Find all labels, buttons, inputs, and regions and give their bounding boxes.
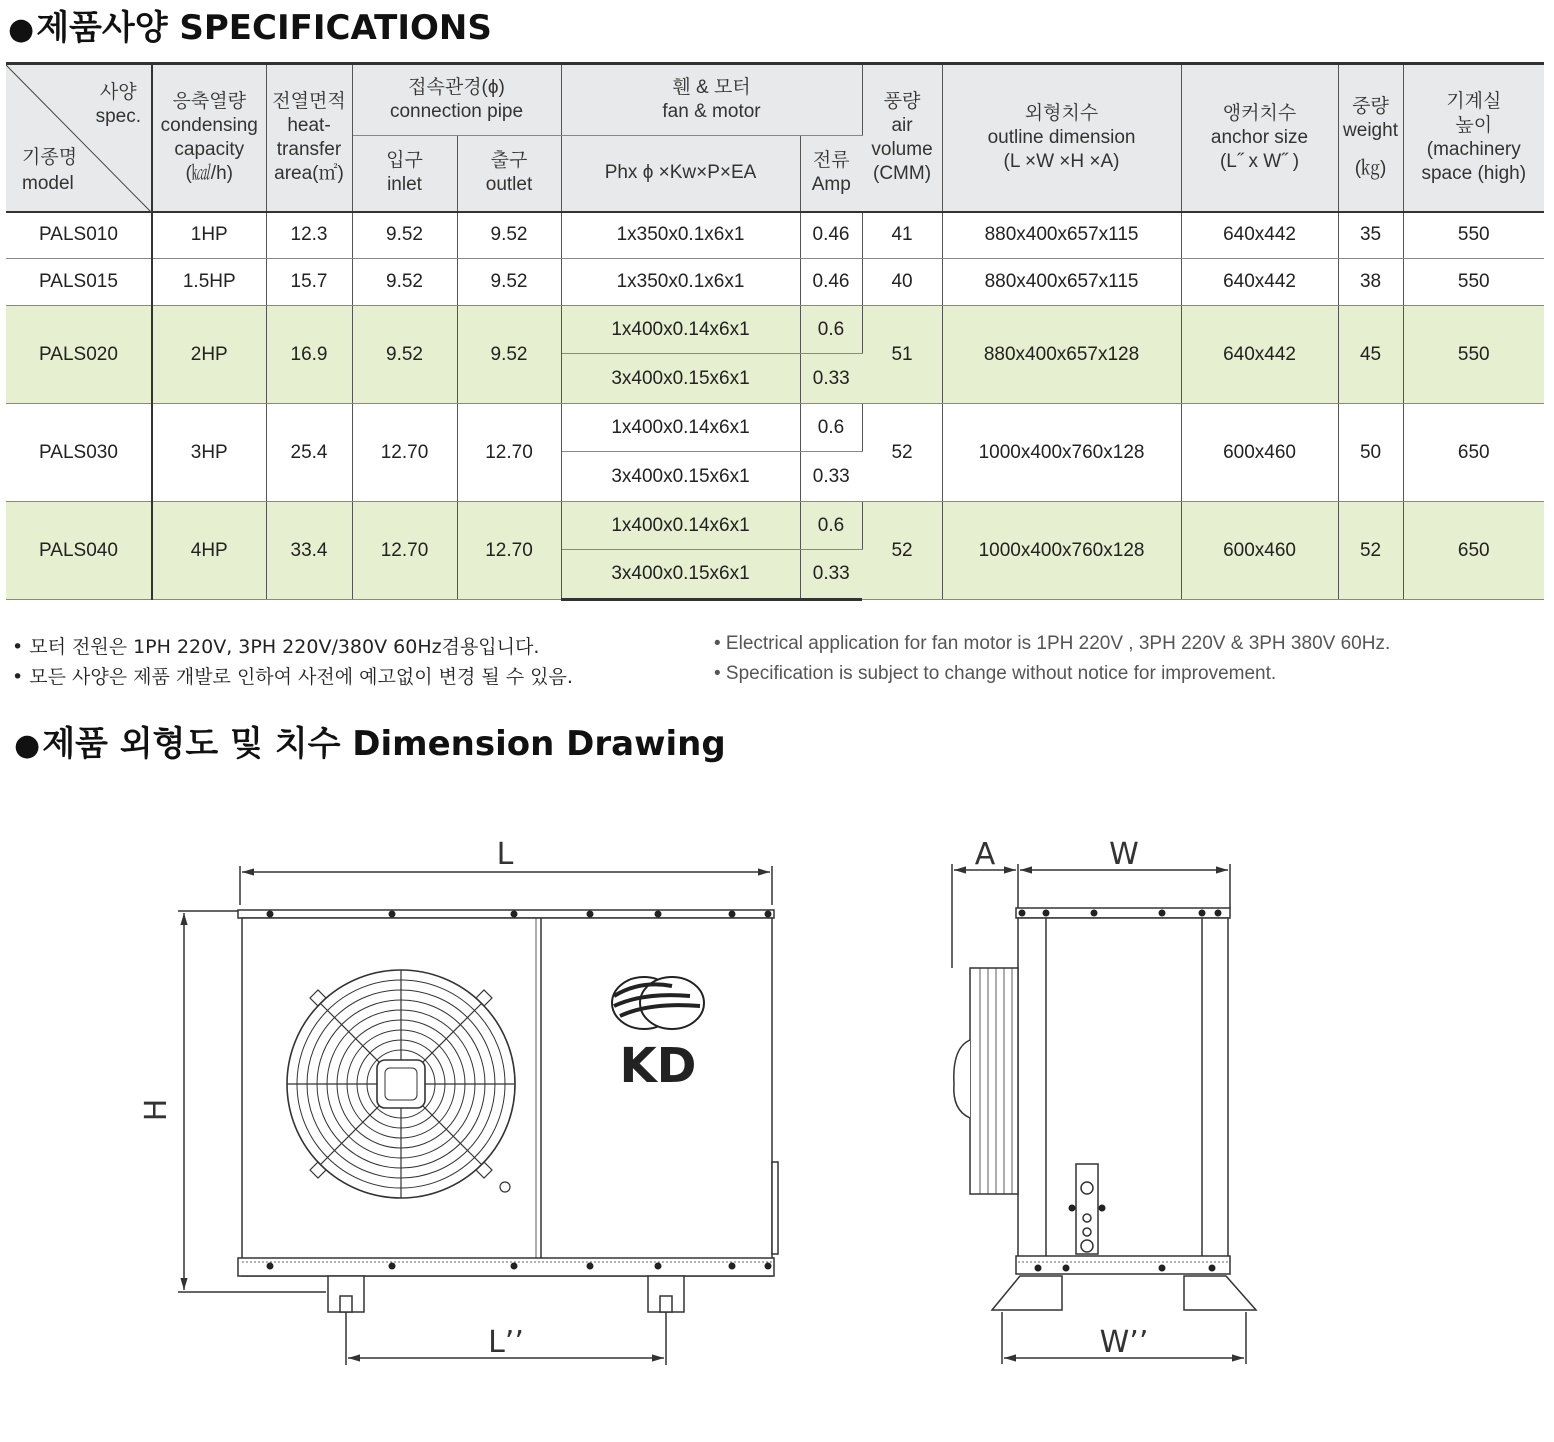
dimension-label-a: A	[974, 837, 996, 872]
cell-air-volume: 41	[862, 212, 942, 259]
cell-weight: 35	[1338, 212, 1403, 259]
dimension-label-h: H	[139, 1098, 174, 1122]
cell-air-volume: 51	[862, 306, 942, 404]
specifications-title: ●제품사양 SPECIFICATIONS	[8, 8, 492, 48]
header-outline-dimension: 외형치수 outline dimension (L ×W ×H ×A)	[942, 64, 1181, 212]
cell-anchor: 600x460	[1181, 502, 1338, 600]
cell-area: 15.7	[266, 259, 352, 306]
header-inlet: 입구 inlet	[352, 136, 457, 212]
cell-air-volume: 52	[862, 404, 942, 502]
cell-area: 12.3	[266, 212, 352, 259]
cell-amp: 0.46	[800, 212, 862, 259]
dimension-drawing-title: ●제품 외형도 및 치수 Dimension Drawing	[14, 724, 726, 764]
side-view	[952, 864, 1256, 1364]
cell-amp: 0.33	[800, 452, 862, 502]
cell-amp: 0.46	[800, 259, 862, 306]
cell-amp: 0.6	[800, 404, 862, 452]
cell-inlet: 12.70	[352, 502, 457, 600]
dimension-label-w: W	[1109, 837, 1139, 872]
cell-weight: 45	[1338, 306, 1403, 404]
header-weight: 중량 weight (㎏)	[1338, 64, 1403, 212]
cell-space: 650	[1403, 502, 1544, 600]
cell-weight: 38	[1338, 259, 1403, 306]
cell-fan-spec: 1x350x0.1x6x1	[561, 259, 800, 306]
note-english-change: • Specification is subject to change without notice for improvement.	[714, 663, 1277, 684]
header-corner-cell: 사양 spec. 기종명 model	[6, 64, 152, 212]
header-outlet: 출구 outlet	[457, 136, 561, 212]
cell-anchor: 640x442	[1181, 306, 1338, 404]
header-fan-spec: Phx ϕ ×Kw×P×EA	[561, 136, 800, 212]
note-korean-change: • 모든 사양은 제품 개발로 인하여 사전에 예고없이 변경 될 수 있음.	[12, 666, 573, 688]
cell-fan-spec: 1x400x0.14x6x1	[561, 404, 800, 452]
header-fan-motor: 휀 & 모터 fan & motor	[561, 64, 862, 136]
cell-capacity: 3HP	[152, 404, 266, 502]
cell-amp: 0.33	[800, 550, 862, 600]
cell-outlet: 9.52	[457, 259, 561, 306]
dimension-label-l: L	[496, 837, 514, 872]
cell-air-volume: 40	[862, 259, 942, 306]
cell-area: 16.9	[266, 306, 352, 404]
cell-outline: 1000x400x760x128	[942, 404, 1181, 502]
cell-inlet: 9.52	[352, 259, 457, 306]
cell-space: 550	[1403, 259, 1544, 306]
cell-fan-spec: 1x350x0.1x6x1	[561, 212, 800, 259]
dimension-label-w2: W’’	[1099, 1325, 1149, 1360]
cell-space: 550	[1403, 306, 1544, 404]
cell-fan-spec: 3x400x0.15x6x1	[561, 550, 800, 600]
cell-amp: 0.33	[800, 354, 862, 404]
cell-area: 25.4	[266, 404, 352, 502]
cell-outline: 1000x400x760x128	[942, 502, 1181, 600]
header-connection-pipe: 접속관경(ϕ) connection pipe	[352, 64, 561, 136]
cell-model: PALS020	[6, 306, 152, 404]
cell-capacity: 4HP	[152, 502, 266, 600]
cell-inlet: 12.70	[352, 404, 457, 502]
cell-capacity: 1HP	[152, 212, 266, 259]
cell-fan-spec: 3x400x0.15x6x1	[561, 354, 800, 404]
header-air-volume: 풍량 air volume (CMM)	[862, 64, 942, 212]
header-transfer-area: 전열면적 heat- transfer area(㎡)	[266, 64, 352, 212]
cell-outlet: 12.70	[457, 502, 561, 600]
front-view	[178, 866, 778, 1365]
kd-logo-text: KD	[619, 1038, 697, 1094]
cell-amp: 0.6	[800, 306, 862, 354]
dimension-label-l2: L’’	[488, 1325, 524, 1360]
cell-area: 33.4	[266, 502, 352, 600]
header-amp: 전류 Amp	[800, 136, 862, 212]
cell-outlet: 9.52	[457, 306, 561, 404]
cell-amp: 0.6	[800, 502, 862, 550]
fan-guard-icon	[287, 970, 515, 1198]
cell-model: PALS010	[6, 212, 152, 259]
cell-capacity: 1.5HP	[152, 259, 266, 306]
note-english-power: • Electrical application for fan motor is 1PH 220V , 3PH 220V & 3PH 380V 60Hz.	[714, 633, 1391, 654]
cell-anchor: 640x442	[1181, 259, 1338, 306]
cell-outline: 880x400x657x115	[942, 212, 1181, 259]
cell-outline: 880x400x657x128	[942, 306, 1181, 404]
cell-inlet: 9.52	[352, 306, 457, 404]
cell-space: 550	[1403, 212, 1544, 259]
header-capacity: 응축열량 condensing capacity (㎉/h)	[152, 64, 266, 212]
cell-fan-spec: 1x400x0.14x6x1	[561, 502, 800, 550]
cell-weight: 52	[1338, 502, 1403, 600]
cell-outlet: 12.70	[457, 404, 561, 502]
cell-fan-spec: 3x400x0.15x6x1	[561, 452, 800, 502]
cell-capacity: 2HP	[152, 306, 266, 404]
cell-model: PALS015	[6, 259, 152, 306]
header-anchor-size: 앵커치수 anchor size (L˝ x W˝ )	[1181, 64, 1338, 212]
cell-anchor: 600x460	[1181, 404, 1338, 502]
cell-outline: 880x400x657x115	[942, 259, 1181, 306]
header-machinery-space: 기계실 높이 (machinery space (high)	[1403, 64, 1544, 212]
cell-air-volume: 52	[862, 502, 942, 600]
cell-weight: 50	[1338, 404, 1403, 502]
cell-model: PALS040	[6, 502, 152, 600]
cell-inlet: 9.52	[352, 212, 457, 259]
cell-model: PALS030	[6, 404, 152, 502]
cell-space: 650	[1403, 404, 1544, 502]
cell-anchor: 640x442	[1181, 212, 1338, 259]
cell-fan-spec: 1x400x0.14x6x1	[561, 306, 800, 354]
note-korean-power: • 모터 전원은 1PH 220V, 3PH 220V/380V 60Hz겸용입니다.	[12, 636, 540, 658]
cell-outlet: 9.52	[457, 212, 561, 259]
